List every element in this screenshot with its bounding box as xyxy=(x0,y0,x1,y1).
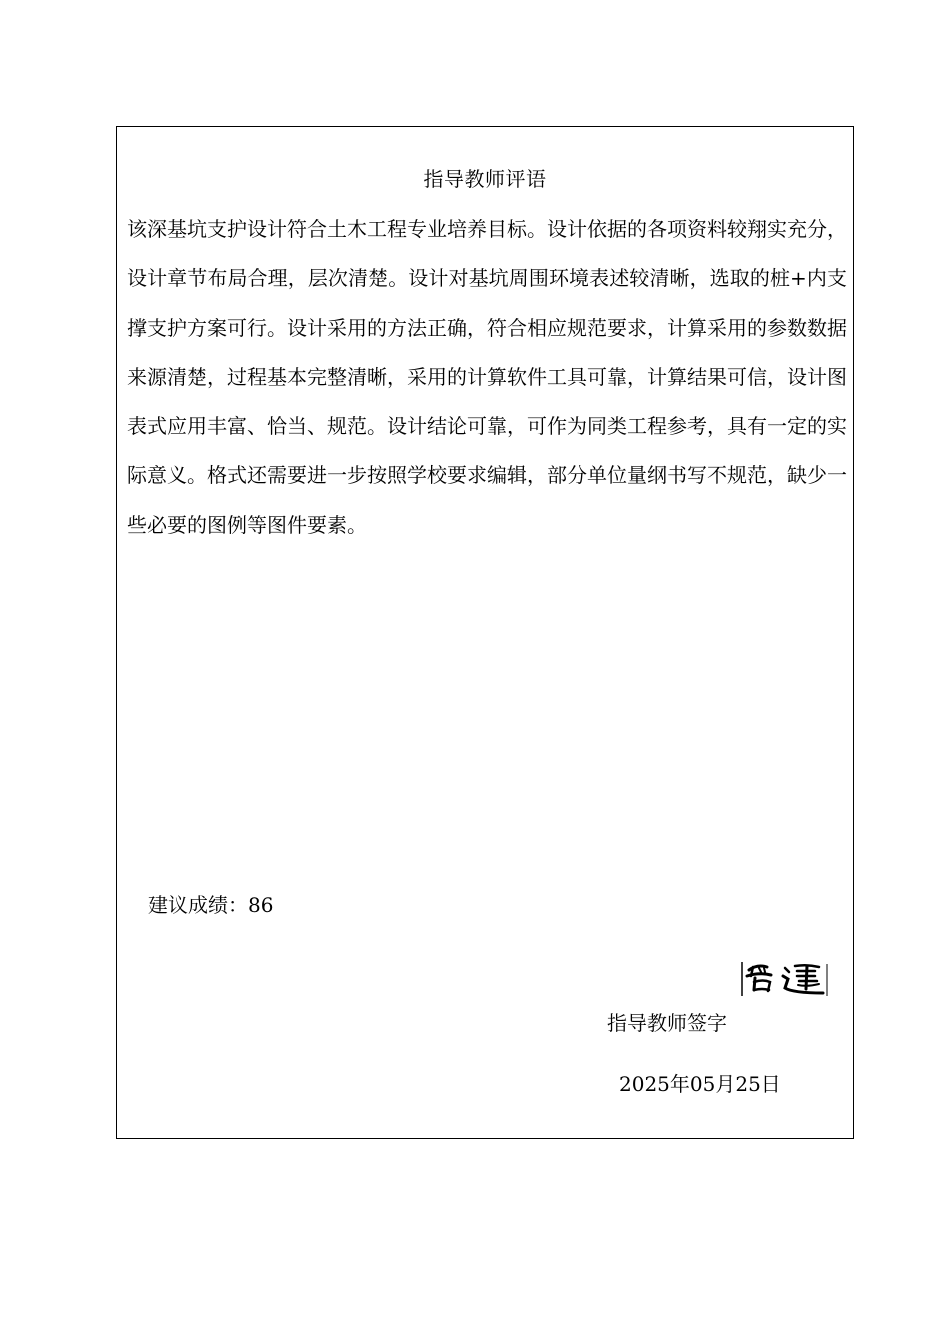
signature-date: 2025年05月25日 xyxy=(619,1072,781,1096)
signature-label: 指导教师签字 xyxy=(607,1011,727,1035)
evaluation-form-box xyxy=(116,126,854,1139)
handwritten-signature xyxy=(741,960,829,998)
advisor-comment-text: 该深基坑支护设计符合土木工程专业培养目标。设计依据的各项资料较翔实充分，设计章节布局合理，层次清楚。设计对基坑周围环境表述较清晰，选取的桩+内支撑支护方案可行。设计采用的方法正确，符合相应规范要求，计算采用的参数数据来源清楚，过程基本完整清晰，采用的计算软件工具可靠，计算结果可信，设计图表式应用丰富、恰当、规范。设计结论可靠，可作为同类工程参考，具有一定的实际意义。格式还需要进一步按照学校要求编辑，部分单位量纲书写不规范，缺少一些必要的图例等图件要素。 xyxy=(127,217,847,537)
suggested-grade: 建议成绩：86 xyxy=(148,893,274,917)
form-heading: 指导教师评语 xyxy=(423,167,547,191)
